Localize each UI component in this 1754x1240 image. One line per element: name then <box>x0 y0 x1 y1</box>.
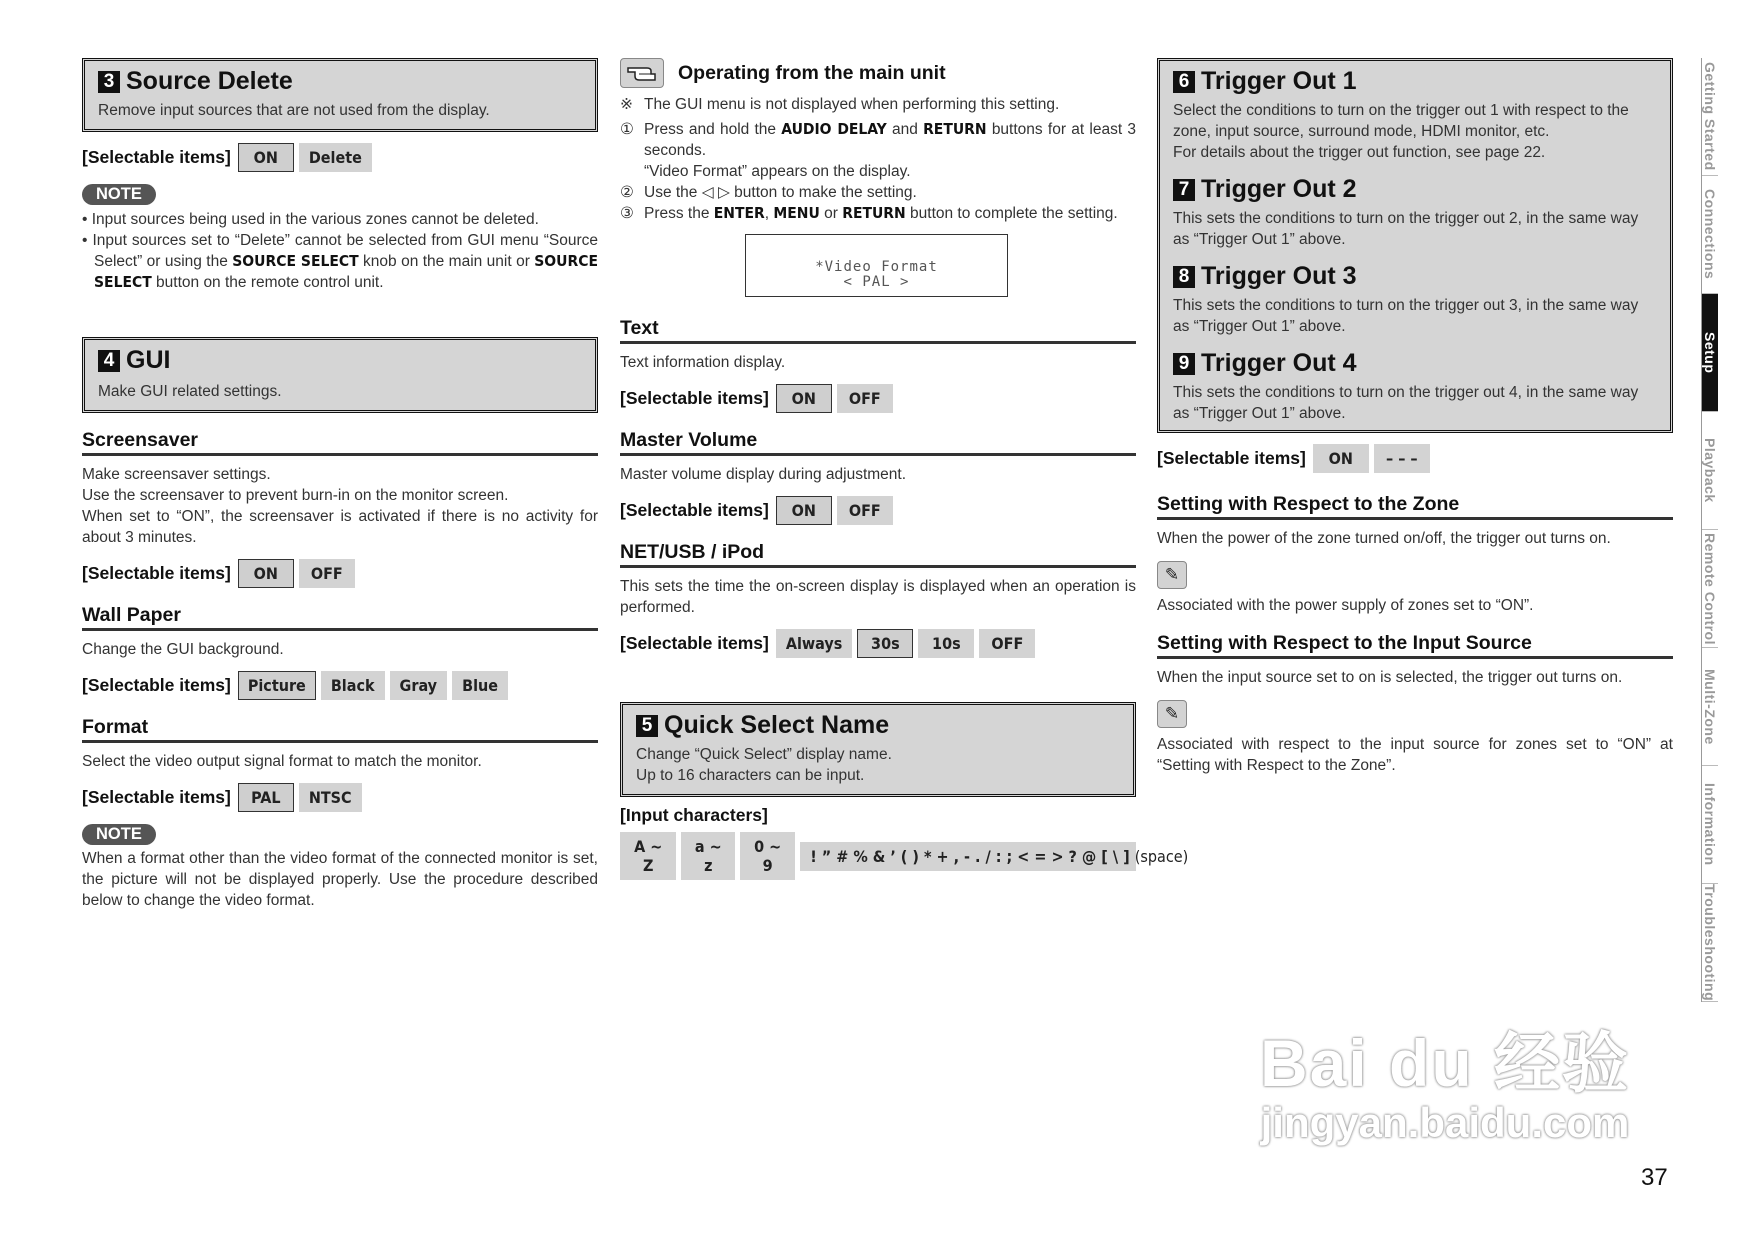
pencil-icon: ✎ <box>1157 561 1187 589</box>
operating-note: ※ The GUI menu is not displayed when performing this setting. <box>620 96 1060 113</box>
body-text: When the input source set to on is selected, the trigger out turns on. <box>1157 669 1623 686</box>
section-number: 4 <box>98 350 120 372</box>
section-title: Quick Select Name <box>664 711 890 739</box>
operating-title: Operating from the main unit <box>678 61 946 84</box>
option-on: ON <box>776 384 832 413</box>
chars-lowercase: a ~ z <box>681 832 735 880</box>
chars-uppercase: A ~ Z <box>620 832 676 880</box>
subheading-format: Format <box>82 716 598 743</box>
chars-symbols: ! ” # % & ’ ( ) * + , - . / : ; < = > ? @ [ \ ] (space) <box>800 842 1136 871</box>
tab-information[interactable]: Information <box>1702 766 1718 884</box>
option-on: ON <box>238 143 294 172</box>
input-characters <box>620 832 1189 880</box>
section-title: Trigger Out 1 <box>1201 67 1357 95</box>
operating-heading <box>620 58 1136 88</box>
subheading-zone: Setting with Respect to the Zone <box>1157 493 1673 520</box>
body-text: Text information display. <box>620 354 786 371</box>
option-always: Always <box>776 629 853 658</box>
section-desc: Make GUI related settings. <box>98 383 282 400</box>
pencil-icon: ✎ <box>1157 700 1187 728</box>
selectable-items: [Selectable items] ON OFF <box>620 384 1136 413</box>
option-delete: Delete <box>299 143 372 172</box>
body-text: When the power of the zone turned on/off, the trigger out turns on. <box>1157 530 1611 547</box>
selectable-items: [Selectable items] Picture Black Gray Blue <box>82 671 598 700</box>
selectable-items: [Selectable items] ON – – – <box>1157 444 1673 473</box>
step-1: ① Press and hold the AUDIO DELAY and RETURN buttons for at least 3 seconds. “Video Format” appears on the display. <box>620 120 1136 180</box>
body-text: Master volume display during adjustment. <box>620 466 907 483</box>
option-off: OFF <box>299 559 355 588</box>
selectable-items: [Selectable items] ON OFF <box>82 559 598 588</box>
option-off: OFF <box>837 496 893 525</box>
hand-pointer-icon <box>620 58 664 88</box>
section-title: GUI <box>126 346 171 374</box>
subheading-screensaver: Screensaver <box>82 429 598 456</box>
option-on: ON <box>776 496 832 525</box>
option-gray: Gray <box>390 671 448 700</box>
watermark-logo: Bai du 经验 jingyan.baidu.com <box>1259 1026 1630 1146</box>
subheading-net-usb-ipod: NET/USB / iPod <box>620 541 1136 568</box>
option-black: Black <box>321 671 385 700</box>
page-number: 37 <box>1641 1164 1668 1191</box>
note-badge: NOTE <box>82 184 156 205</box>
option-pal: PAL <box>238 783 294 812</box>
note-item: • Input sources set to “Delete” cannot be selected from GUI menu “Source Select” or using the SOURCE SELECT knob on the main unit or SOURCE SELECT button on the remote control unit. <box>82 232 599 291</box>
section-trigger-out: 6 Trigger Out 1 Select the conditions to turn on the trigger out 1 with respect to the zone, input source, surround mode, HDMI monitor, etc. For details about the trigger out function, see page 22. 7 Trigger Out 2 This sets the conditions to turn on the trigger out 2, in the same way as “Trigger Out 1” above. 8 Trigger Out 3 This sets the conditions to turn on the trigger out 3, in the same way as “Trigger Out 1” above. 9 Trigger Out 4 This sets the conditions to turn on the trigger out 4, in the same way as “Trigger Out 1” above. <box>1157 58 1673 433</box>
tab-connections[interactable]: Connections <box>1702 176 1718 294</box>
body-text: Change the GUI background. <box>82 641 284 658</box>
column-left <box>82 58 598 911</box>
body-text: Make screensaver settings. Use the screensaver to prevent burn-in on the monitor screen. When set to “ON”, the screensaver is activated if there is no activity for about 3 minutes. <box>82 466 598 546</box>
chars-digits: 0 ~ 9 <box>740 832 795 880</box>
option-10s: 10s <box>918 629 974 658</box>
section-number: 5 <box>636 715 658 737</box>
input-characters-label: [Input characters] <box>620 805 768 825</box>
selectable-items <box>82 143 598 172</box>
section-title: Trigger Out 4 <box>1201 349 1357 377</box>
subheading-text: Text <box>620 317 1136 344</box>
option-on: ON <box>1313 444 1369 473</box>
selectable-label: [Selectable items] <box>82 147 231 167</box>
subheading-master-volume: Master Volume <box>620 429 1136 456</box>
column-middle <box>620 58 1189 880</box>
column-right <box>1157 58 1673 776</box>
option-off: OFF <box>837 384 893 413</box>
note-list <box>82 209 598 293</box>
section-number: 3 <box>98 71 120 93</box>
note-badge: NOTE <box>82 824 156 845</box>
section-title: Trigger Out 2 <box>1201 175 1357 203</box>
note-text: Associated with respect to the input source for zones set to “ON” at “Setting with Respect to the Zone”. <box>1157 736 1673 774</box>
selectable-items: [Selectable items] ON OFF <box>620 496 1136 525</box>
section-source-delete <box>82 58 598 132</box>
selectable-items: [Selectable items] Always 30s 10s OFF <box>620 629 1136 658</box>
note-item: • Input sources being used in the various zones cannot be deleted. <box>82 211 539 228</box>
lcd-display: *Video Format < PAL > <box>745 234 1008 297</box>
option-off: OFF <box>979 629 1035 658</box>
option-dash: – – – <box>1374 444 1430 473</box>
tab-setup[interactable]: Setup <box>1702 294 1718 412</box>
note-text: Associated with the power supply of zones set to “ON”. <box>1157 597 1534 614</box>
tab-troubleshooting[interactable]: Troubleshooting <box>1702 883 1718 1002</box>
section-gui <box>82 337 598 413</box>
tab-getting-started[interactable]: Getting Started <box>1702 58 1718 176</box>
tab-remote-control[interactable]: Remote Control <box>1702 530 1718 648</box>
chapter-tabs <box>1701 58 1754 1002</box>
option-30s: 30s <box>857 629 913 658</box>
option-blue: Blue <box>452 671 508 700</box>
section-title: Trigger Out 3 <box>1201 262 1357 290</box>
option-ntsc: NTSC <box>299 783 362 812</box>
section-title: Source Delete <box>126 67 293 95</box>
step-2: ② Use the ◁ ▷ button to make the setting. <box>620 184 917 201</box>
tab-playback[interactable]: Playback <box>1702 412 1718 530</box>
section-desc: Change “Quick Select” display name. Up to 16 characters can be input. <box>636 746 892 784</box>
tab-multi-zone[interactable]: Multi-Zone <box>1702 648 1718 766</box>
section-quick-select-name <box>620 702 1136 797</box>
selectable-items: [Selectable items] PAL NTSC <box>82 783 598 812</box>
subheading-input-source: Setting with Respect to the Input Source <box>1157 632 1673 659</box>
option-picture: Picture <box>238 671 316 700</box>
subheading-wall-paper: Wall Paper <box>82 604 598 631</box>
body-text: This sets the time the on-screen display is displayed when an operation is performed. <box>620 578 1136 616</box>
step-3: ③ Press the ENTER, MENU or RETURN button to complete the setting. <box>620 204 1118 222</box>
body-text: Select the video output signal format to match the monitor. <box>82 753 482 770</box>
note-text: When a format other than the video format of the connected monitor is set, the picture will not be displayed properly. Use the procedure described below to change the video format. <box>82 850 598 909</box>
section-desc: Remove input sources that are not used from the display. <box>98 102 490 119</box>
option-on: ON <box>238 559 294 588</box>
